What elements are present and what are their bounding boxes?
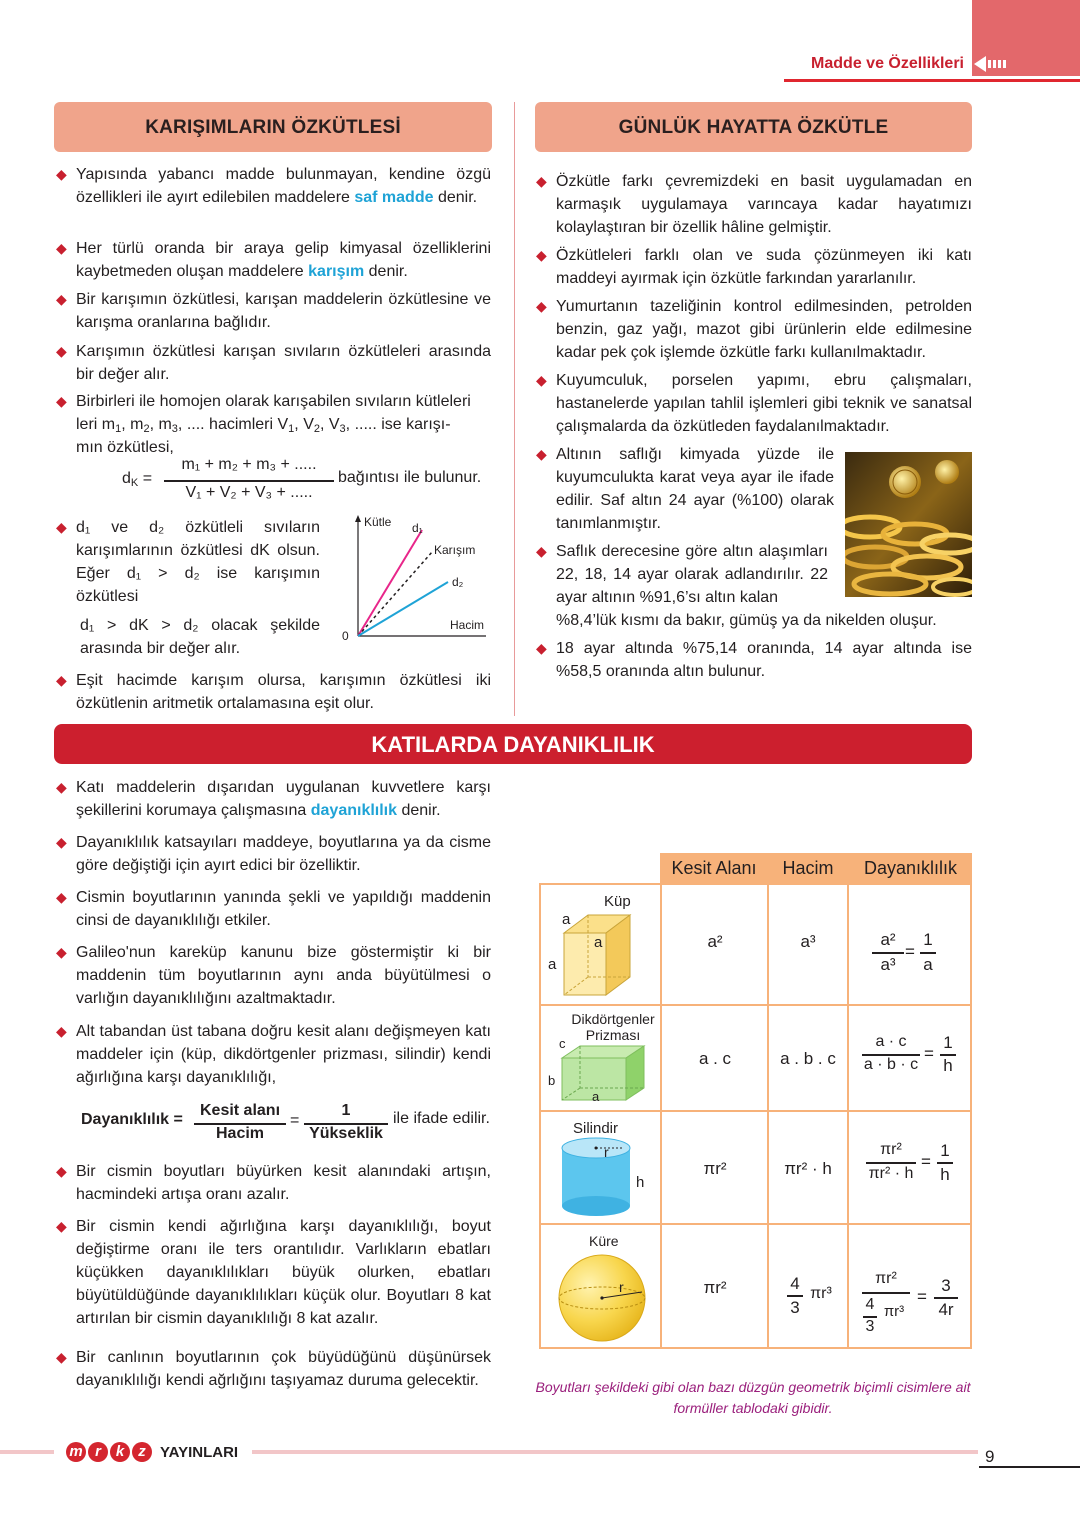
daily-bullet-6 <box>536 540 972 632</box>
cylinder-volume: πr² · h <box>784 1159 832 1178</box>
durability-bullet-2 <box>56 831 491 877</box>
page-number: 9 <box>985 1447 995 1466</box>
text: Bir cismin boyutları büyürken kesit alanındaki artışın, hacmindeki artışa oranı azalır. <box>76 1163 491 1203</box>
text: denir. <box>397 802 441 819</box>
text: Bir karışımın özkütlesi, karışan maddelerin özkütlesine ve karışma oranlarına bağlıdır. <box>76 291 491 331</box>
fraction-line <box>872 952 904 954</box>
cylinder-durability-rden: h <box>940 1165 950 1184</box>
table-header-cross-section: Kesit Alanı <box>661 853 767 885</box>
cylinder-dim-h: h <box>636 1174 645 1191</box>
table-caption: Boyutları şekildeki gibi olan bazı düzgün geometrik biçimli cisimlere ait formüller tablodaki gibidir. <box>535 1379 971 1416</box>
origin-label: 0 <box>342 629 349 643</box>
publisher-logo-letter: m <box>66 1442 86 1462</box>
durability-bullet-3 <box>56 886 491 932</box>
fraction-line <box>862 1292 910 1294</box>
durability-bullet-6 <box>56 1160 491 1206</box>
equals: = <box>921 1152 931 1171</box>
bullet-diamond-icon: ◆ <box>56 393 67 409</box>
cylinder-dim-r: r <box>604 1144 609 1160</box>
mixtures-bullet-3 <box>56 288 491 334</box>
daily-bullet-3 <box>536 295 972 364</box>
table-header-durability: Dayanıklılık <box>849 853 972 885</box>
cylinder-durability-rnum: 1 <box>940 1141 950 1160</box>
text: Dayanıklılık katsayıları maddeye, boyutlarına ya da cisme göre değiştiği için ayırt edici bir özelliktir. <box>76 834 491 874</box>
daily-bullet-4 <box>536 369 972 438</box>
sphere-volume-rest: πr³ <box>810 1285 832 1302</box>
equals: = <box>917 1287 927 1306</box>
text: Galileo'nun kareküp kanunu bize göstermiştir ki bir maddenin tüm boyutlarının aynı anda büyütülmesi o varlığın dayanıklılığını azaltmaktadır. <box>76 944 491 1007</box>
bullet-diamond-icon: ◆ <box>56 672 67 688</box>
shape-name-cylinder: Silindir <box>573 1120 619 1137</box>
bullet-diamond-icon: ◆ <box>56 1023 67 1039</box>
mass-volume-chart <box>336 512 496 648</box>
cube-durability-rnum: 1 <box>923 930 933 949</box>
text: ise karışı- <box>381 416 451 433</box>
cube-cross-section: a² <box>707 932 723 951</box>
text: mın özkütlesi, <box>76 439 174 456</box>
equals: = <box>924 1044 934 1063</box>
density-formula-lhs: $d_K$ = <box>122 470 153 489</box>
text: Özkütle farkı çevremizdeki en basit uygulamadan en karmaşık uygulamaya varıncaya kadar hayatımızı kolaylaştıran bir özellik hâline gelmiştir. <box>556 173 972 236</box>
bullet-diamond-icon: ◆ <box>56 1163 67 1179</box>
durability-formula-lhs: Dayanıklılık = <box>81 1111 183 1128</box>
column-divider <box>514 102 515 716</box>
keyword-saf-madde: saf madde <box>354 189 434 206</box>
y-axis-arrow-icon <box>355 515 361 522</box>
text: Karışımın özkütlesi karışan sıvıların özkütleleri arasında bir değer alır. <box>76 343 491 383</box>
durability-formula-num1: Kesit alanı <box>199 1102 281 1119</box>
cylinder-durability-num: πr² <box>880 1141 902 1158</box>
cube-volume: a³ <box>800 932 816 951</box>
fraction-line <box>920 952 936 954</box>
mixtures-bullet-1 <box>56 163 491 209</box>
text: Özkütleleri farklı olan ve suda çözünmeyen iki katı maddeyi ayırmak için özkütle farkından yararlanılır. <box>556 247 972 287</box>
text: Bir cismin kendi ağırlığına karşı dayanıklılığı, boyut değiştirme oranı ile ters orantılıdır. Varlıkların ebatları küçükken dayanıklılıkları büyük olurken, ebatları büyütüldüğünde dayanıklılıkları küçük olur. Boyutları 8 kat artırılan bir cismin dayanıklılığı 8 kat azalır. <box>76 1218 491 1327</box>
text: d <box>122 470 131 487</box>
prism-durability-num: a · c <box>875 1033 907 1050</box>
publisher-name: YAYINLARI <box>160 1444 239 1461</box>
daily-bullet-1 <box>536 170 972 239</box>
sphere-durability-den-num: 4 <box>865 1296 875 1313</box>
durability-formula-den1: Hacim <box>215 1125 265 1142</box>
sphere-durability-rden: 4r <box>938 1300 954 1319</box>
text: d₁ ve d₂ özkütleli sıvıların karışımlarının özkütlesi dK olsun. Eğer d₁ > d₂ ise karışımın özkütlesi <box>76 519 320 605</box>
fraction-line <box>164 480 334 482</box>
cylinder-durability-den: πr² · h <box>868 1165 914 1182</box>
mass-volume-list: leri $m_1$, $m_2$, $m_3$, .... hacimleri $V_1$, $V_2$, $V_3$, ..... <box>76 416 382 435</box>
cube-durability-rden: a <box>923 955 933 974</box>
text: Alt tabandan üst tabana doğru kesit alanı değişmeyen katı maddeler için (küp, dikdörtgenler prizması, silindir) kendi ağırlığına karşı dayanıklılığı, <box>76 1023 491 1086</box>
x-axis-label: Hacim <box>450 618 485 632</box>
density-formula-denominator: V₁ + V₂ + V₃ + ..... <box>185 484 313 501</box>
durability-formula-eq: = <box>290 1112 300 1129</box>
bullet-diamond-icon: ◆ <box>536 446 547 462</box>
series-label-d2: d₂ <box>452 575 464 589</box>
fraction-line <box>787 1295 803 1297</box>
section-title-daily-density: GÜNLÜK HAYATTA ÖZKÜTLE <box>535 102 972 152</box>
cube-dim-front: a <box>594 934 603 951</box>
back-arrow-icon <box>972 54 1008 74</box>
table-divider <box>539 1110 972 1112</box>
series-line-d1 <box>358 530 422 636</box>
bullet-diamond-icon: ◆ <box>56 166 67 182</box>
durability-bullet-5 <box>56 1020 491 1089</box>
daily-bullet-2 <box>536 244 972 290</box>
cylinder-cross-section: πr² <box>703 1159 727 1178</box>
durability-bullet-1 <box>56 776 491 822</box>
cube-durability-den: a³ <box>880 955 896 974</box>
bullet-diamond-icon: ◆ <box>536 640 547 656</box>
bullet-diamond-icon: ◆ <box>536 247 547 263</box>
equals: = <box>905 942 915 961</box>
text: denir. <box>433 189 478 206</box>
keyword-dayaniklilik: dayanıklılık <box>310 802 398 819</box>
bullet-diamond-icon: ◆ <box>56 779 67 795</box>
footer-rule <box>0 1450 54 1454</box>
sphere-durability-rnum: 3 <box>941 1276 951 1295</box>
sphere-durability-den-den: 3 <box>865 1318 875 1335</box>
prism-durability-rnum: 1 <box>943 1033 953 1052</box>
sphere-durability-den-rest: πr³ <box>883 1303 905 1320</box>
table-divider <box>660 853 662 1349</box>
bullet-diamond-icon: ◆ <box>536 543 547 559</box>
publisher-logo-letter: r <box>88 1442 108 1462</box>
daily-bullet-7 <box>536 637 972 683</box>
prism-dim-b: b <box>548 1073 556 1088</box>
shape-name-cube: Küp <box>604 893 631 910</box>
prism-dim-a: a <box>592 1089 600 1104</box>
text: Bir canlının boyutlarının çok büyüdüğünü düşünürsek dayanıklılığı kendi ağrlığını taşıyamaz duruma gelecektir. <box>76 1349 491 1389</box>
prism-volume: a . b . c <box>780 1049 836 1068</box>
text: Saflık derecesine göre altın alaşımları 22, 18, 14 ayar olarak adlandırılır. 22 ayar altının %91,6’sı altın kalan <box>556 543 828 606</box>
sphere-cross-section: πr² <box>703 1278 727 1297</box>
publisher-logo-letter: z <box>132 1442 152 1462</box>
text: Her türlü oranda bir araya gelip kimyasal özelliklerini kaybetmeden oluşan maddelere <box>76 240 491 280</box>
footer-rule <box>252 1450 978 1454</box>
text: Yapısında yabancı madde bulunmayan, kendine özgü özellikleri ile ayırt edilebilen maddelere <box>76 166 491 206</box>
bullet-diamond-icon: ◆ <box>536 298 547 314</box>
density-formula-suffix: bağıntısı ile bulunur. <box>338 469 482 486</box>
sphere-figure <box>556 1252 648 1344</box>
text: Eşit hacimde karışım olursa, karışımın özkütlesi iki özkütlenin aritmetik ortalamasına eşit olur. <box>76 672 491 712</box>
bullet-diamond-icon: ◆ <box>56 519 67 535</box>
text: Katı maddelerin dışarıdan uygulanan kuvvetlere karşı şekillerini korumaya çalışmasına <box>76 779 491 819</box>
text: K <box>130 477 139 489</box>
keyword-karisim: karışım <box>308 263 365 280</box>
bullet-diamond-icon: ◆ <box>56 240 67 256</box>
bullet-diamond-icon: ◆ <box>536 173 547 189</box>
text: Yumurtanın tazeliğinin kontrol edilmesinden, petrolden benzin, gaz yağı, mazot gibi ürünlerin elde edilmesine kadar pek çok işlemde özkütle farkı kullanılmaktadır. <box>556 298 972 361</box>
table-divider <box>767 853 769 1349</box>
mixtures-inequality: d₁ > dK > d₂ olacak şekilde arasında bir değer alır. <box>80 617 320 657</box>
mixtures-bullet-6 <box>56 516 320 608</box>
bullet-diamond-icon: ◆ <box>56 834 67 850</box>
bullet-diamond-icon: ◆ <box>56 291 67 307</box>
text: Kuyumculuk, porselen yapımı, ebru çalışmaları, hastanelerde yapılan tahlil işlemleri gibi teknik ve sanatsal çalışmalarda da özkütleden faydalanılmaktadır. <box>556 372 972 435</box>
chapter-title: Madde ve Özellikleri <box>811 55 964 72</box>
cylinder-figure <box>556 1136 636 1220</box>
text: %8,4’lük kısmı da bakır, gümüş ya da nikelden oluşur. <box>556 612 937 629</box>
cube-durability-num: a² <box>880 930 896 949</box>
text: denir. <box>364 263 408 280</box>
bullet-diamond-icon: ◆ <box>536 372 547 388</box>
text: Birbirleri ile homojen olarak karışabilen sıvıların kütleleri <box>76 393 471 410</box>
bullet-diamond-icon: ◆ <box>56 944 67 960</box>
prism-durability-rden: h <box>943 1056 953 1075</box>
cube-dim-side: a <box>548 956 557 973</box>
series-label-karışım: Karışım <box>434 543 476 557</box>
table-divider <box>539 1223 972 1225</box>
y-axis-label: Kütle <box>364 515 392 529</box>
durability-formula-suffix: ile ifade edilir. <box>393 1110 490 1127</box>
sphere-dim-r: r <box>619 1279 624 1295</box>
sphere-volume-num: 4 <box>790 1274 800 1293</box>
bullet-diamond-icon: ◆ <box>56 889 67 905</box>
fraction-line <box>934 1297 958 1299</box>
durability-bullet-7 <box>56 1215 491 1330</box>
sphere-volume-den: 3 <box>790 1298 800 1317</box>
daily-bullet-5 <box>536 443 834 535</box>
table-header-volume: Hacim <box>769 853 847 885</box>
text: 18 ayar altında %75,14 oranında, 14 ayar altında ise %58,5 oranında altın bulunur. <box>556 640 972 680</box>
durability-bullet-4 <box>56 941 491 1010</box>
series-label-d1: d₁ <box>412 521 423 535</box>
density-formula-numerator: m₁ + m₂ + m₃ + ..... <box>181 456 317 473</box>
mixtures-bullet-7 <box>56 669 491 715</box>
bullet-diamond-icon: ◆ <box>56 343 67 359</box>
shape-name-sphere: Küre <box>589 1233 619 1249</box>
publisher-logo-letter: k <box>110 1442 130 1462</box>
fraction-line <box>937 1162 953 1164</box>
prism-cross-section: a . c <box>698 1049 732 1068</box>
bullet-diamond-icon: ◆ <box>56 1218 67 1234</box>
mixtures-bullet-4 <box>56 340 491 386</box>
sphere-durability-num: πr² <box>875 1270 897 1287</box>
durability-formula-den2: Yükseklik <box>309 1125 383 1142</box>
durability-formula-num2: 1 <box>341 1102 351 1119</box>
table-divider <box>539 1004 972 1006</box>
table-divider <box>847 853 849 1349</box>
section-title-durability: KATILARDA DAYANIKLILIK <box>54 724 972 764</box>
mixtures-bullet-2 <box>56 237 491 283</box>
text: Cismin boyutlarının yanında şekli ve yapıldığı maddenin cinsi de dayanıklılığı etkiler. <box>76 889 491 929</box>
prism-durability-den: a · b · c <box>863 1056 919 1073</box>
series-line-d2 <box>358 582 448 636</box>
header-rule <box>784 79 1080 82</box>
bullet-diamond-icon: ◆ <box>56 1349 67 1365</box>
page-number-rule <box>979 1466 1080 1468</box>
cube-dim-top: a <box>562 911 571 928</box>
mixtures-bullet-5 <box>56 390 491 459</box>
durability-bullet-8 <box>56 1346 491 1392</box>
text: Altının saflığı kimyada yüzde ile kuyumculukta karat veya ayar ile ifade edilir. Saf altın 24 ayar (%100) olarak tanımlanmıştır. <box>556 446 834 532</box>
series-line-karışım <box>358 552 432 636</box>
section-title-mixtures: KARIŞIMLARIN ÖZKÜTLESİ <box>54 102 492 152</box>
fraction-line <box>866 1162 916 1164</box>
prism-dim-c: c <box>559 1036 566 1051</box>
shape-name-prism: Dikdörtgenler Prizması <box>571 1011 655 1043</box>
